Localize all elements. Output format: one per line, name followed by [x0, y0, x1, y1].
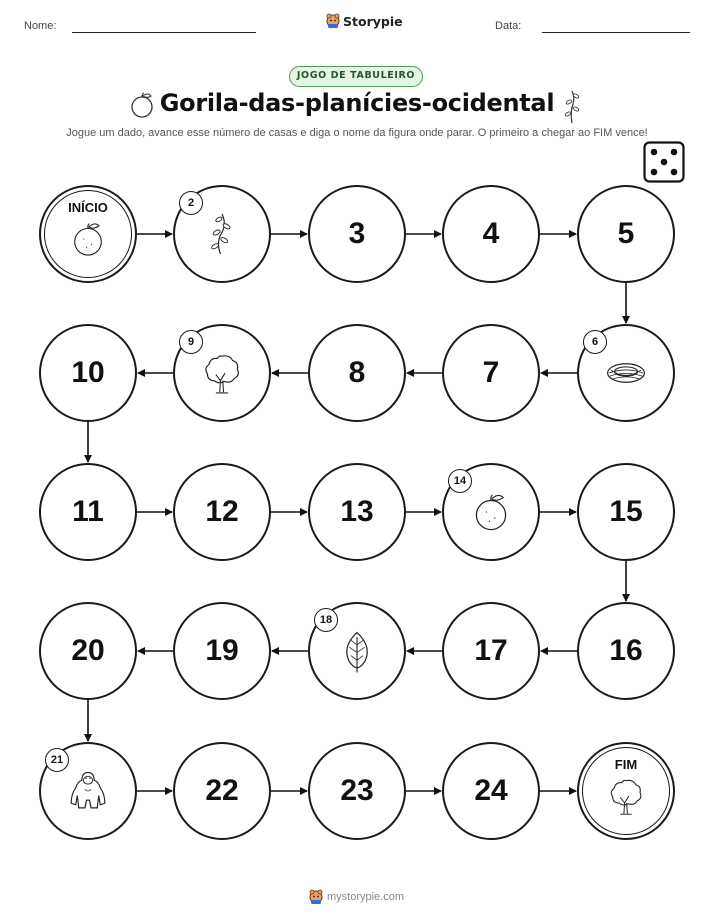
brand-name: Storypie: [343, 13, 403, 29]
game-type-badge: JOGO DE TABULEIRO: [289, 66, 423, 87]
board-space-24: [442, 742, 540, 840]
space-number: 17: [474, 634, 508, 667]
board-space-20: [39, 602, 137, 700]
board-space-16: [577, 602, 675, 700]
vine-icon: [199, 211, 245, 257]
space-number: 16: [609, 634, 643, 667]
board-space-13: [308, 463, 406, 561]
start-space: [39, 185, 137, 283]
space-number: 19: [205, 634, 239, 667]
board-space-23: [308, 742, 406, 840]
space-number: 3: [348, 217, 366, 250]
space-number: 20: [71, 634, 105, 667]
board-space-2: [173, 185, 271, 283]
finish-space: [577, 742, 675, 840]
space-number-badge: 2: [179, 191, 203, 215]
space-number: 5: [617, 217, 635, 250]
board-space-3: [308, 185, 406, 283]
board-space-18: [308, 602, 406, 700]
space-number-badge: 21: [45, 748, 69, 772]
board-space-14: [442, 463, 540, 561]
footer-url: mystorypie.com: [327, 891, 405, 903]
space-number: 24: [474, 774, 508, 807]
board-space-4: [442, 185, 540, 283]
board-space-21: [39, 742, 137, 840]
footer: [309, 889, 404, 905]
board-space-8: [308, 324, 406, 422]
mascot-icon: [309, 889, 323, 905]
board-space-5: [577, 185, 675, 283]
gorilla-icon: [65, 768, 111, 814]
space-number: 13: [340, 495, 374, 528]
orange-icon: [67, 218, 109, 260]
name-label: Nome:: [24, 20, 57, 32]
instructions: Jogue um dado, avance esse número de casas e diga o nome da figura onde parar. O primeiro a chegar ao FIM vence!: [66, 127, 648, 139]
orange-icon: [468, 489, 514, 535]
board-space-12: [173, 463, 271, 561]
start-label: INÍCIO: [68, 200, 108, 215]
space-number: 23: [340, 774, 374, 807]
tree-icon: [605, 775, 647, 817]
space-number: 7: [482, 356, 500, 389]
space-number: 4: [482, 217, 500, 250]
space-number-badge: 9: [179, 330, 203, 354]
board-space-15: [577, 463, 675, 561]
finish-label: FIM: [614, 757, 638, 772]
board-space-10: [39, 324, 137, 422]
board-space-22: [173, 742, 271, 840]
tree-icon: [199, 350, 245, 396]
board-space-9: [173, 324, 271, 422]
space-number: 22: [205, 774, 239, 807]
board-space-6: [577, 324, 675, 422]
space-number-badge: 14: [448, 469, 472, 493]
date-label: Data:: [495, 20, 522, 32]
space-number: 11: [72, 495, 104, 528]
space-number: 15: [609, 495, 643, 528]
space-number: 8: [348, 356, 366, 389]
page-title: Gorila-das-planícies-ocidental: [159, 89, 555, 117]
space-number-badge: 18: [314, 608, 338, 632]
nest-icon: [603, 350, 649, 396]
space-number: 10: [71, 356, 105, 389]
space-number: 12: [205, 495, 239, 528]
board-space-7: [442, 324, 540, 422]
board-space-19: [173, 602, 271, 700]
board-space-11: [39, 463, 137, 561]
space-number-badge: 6: [583, 330, 607, 354]
leaf-icon: [334, 628, 380, 674]
board-space-17: [442, 602, 540, 700]
